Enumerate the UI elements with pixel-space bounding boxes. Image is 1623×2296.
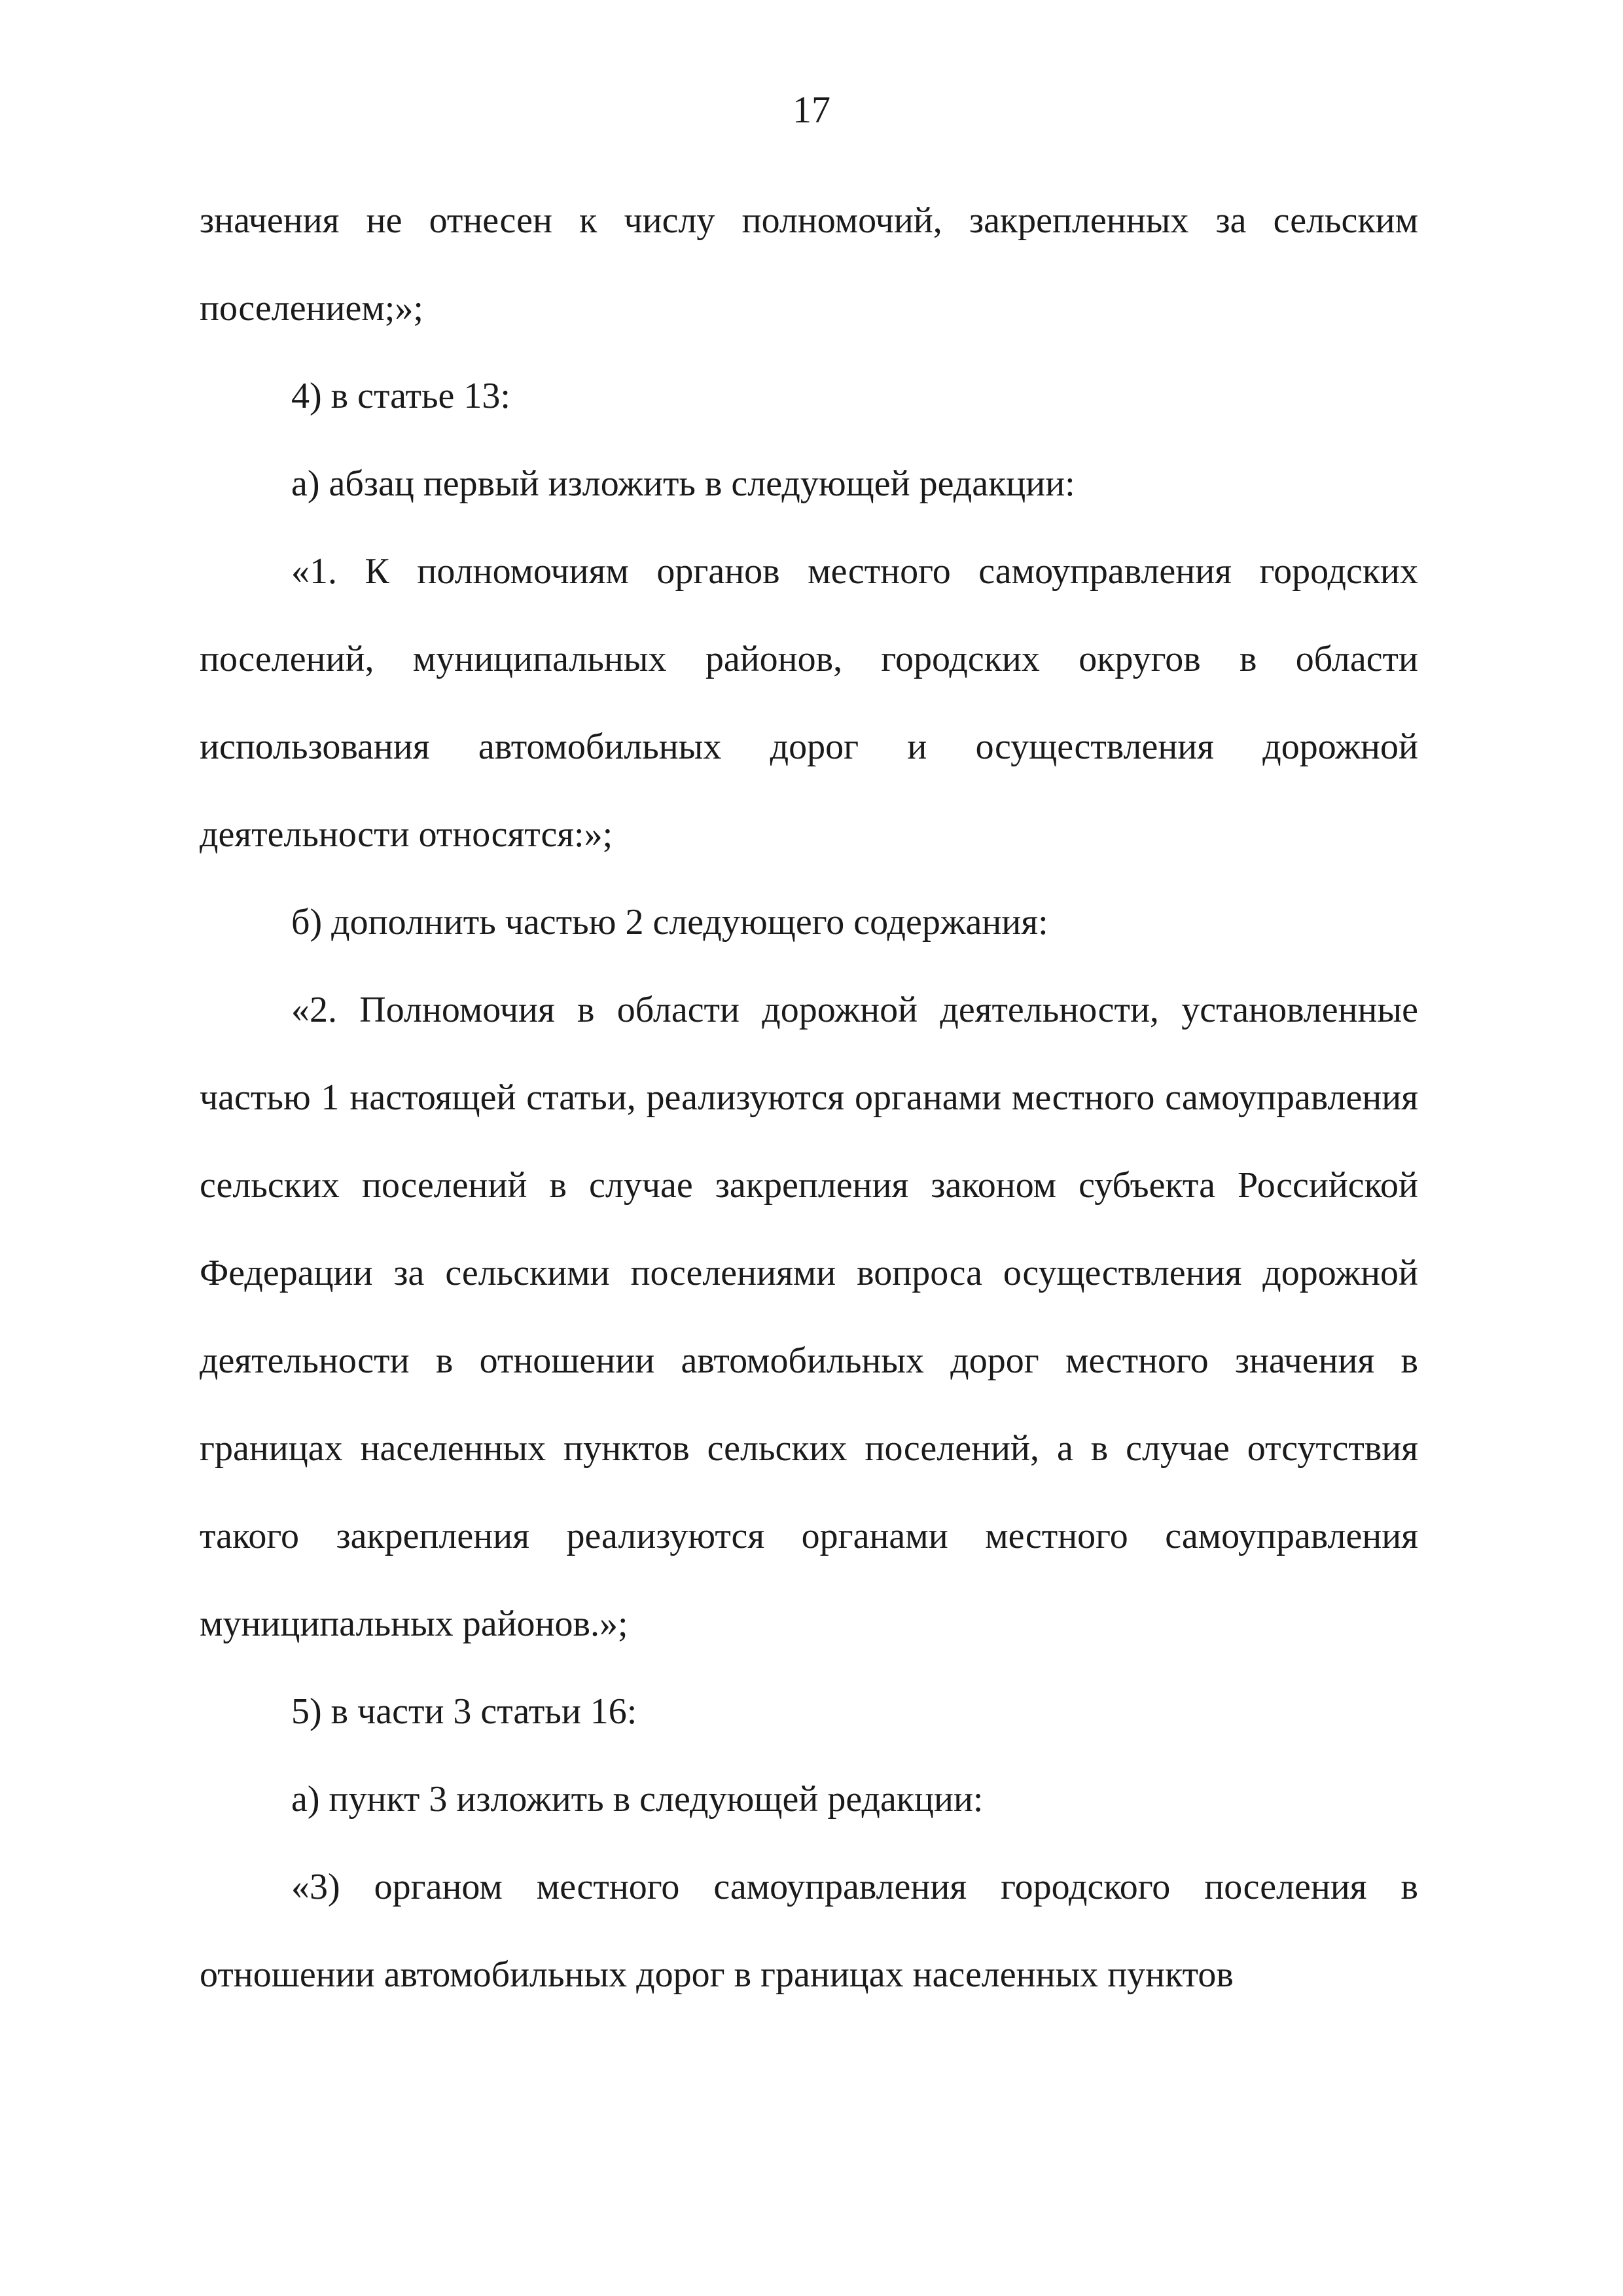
- paragraph-subitem-b: б) дополнить частью 2 следующего содержания:: [291, 902, 1048, 942]
- paragraph-subitem-a: а) абзац первый изложить в следующей редакции:: [291, 463, 1075, 504]
- document-body: [200, 177, 1418, 2018]
- paragraph-item-5: 5) в части 3 статьи 16:: [291, 1691, 637, 1732]
- paragraph-quoted-part-2: «2. Полномочия в области дорожной деятельности, установленные частью 1 настоящей статьи, реализуются органами местного самоуправления сельских поселений в случае закрепления законом субъекта Российской Федерации за сельскими поселениями вопроса осуществления дорожной деятельности в отношении автомобильных дорог местного значения в границах населенных пунктов сельских поселений, а в случае отсутствия такого закрепления реализуются органами местного самоуправления муниципальных районов.»;: [200, 990, 1418, 1644]
- paragraph-continuation: значения не отнесен к числу полномочий, закрепленных за сельским поселением;»;: [200, 200, 1418, 329]
- paragraph-quoted-point-3: «3) органом местного самоуправления городского поселения в отношении автомобильных дорог в границах населенных пунктов: [200, 1867, 1418, 1995]
- paragraph-item-4: 4) в статье 13:: [291, 376, 510, 416]
- page-number: 17: [793, 88, 830, 131]
- paragraph-quoted-part-1: «1. К полномочиям органов местного самоуправления городских поселений, муниципальных районов, городских округов в области использования автомобильных дорог и осуществления дорожной деятельности относятся:»;: [200, 551, 1418, 855]
- paragraph-subitem-a-2: а) пункт 3 изложить в следующей редакции:: [291, 1779, 984, 1820]
